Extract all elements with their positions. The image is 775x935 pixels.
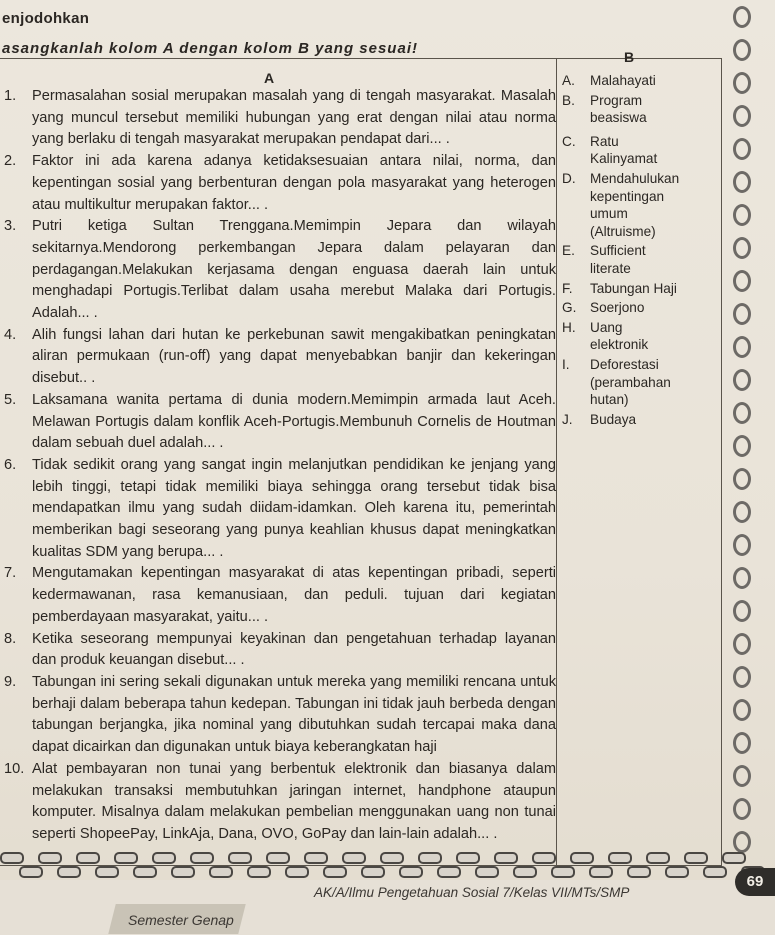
question-number: 4. bbox=[4, 326, 17, 343]
option-text-line: Budaya bbox=[590, 411, 637, 427]
question-item bbox=[4, 390, 556, 455]
coil-link bbox=[38, 852, 62, 864]
answer-option bbox=[562, 299, 722, 317]
binding-ring bbox=[733, 138, 751, 160]
coil-link bbox=[342, 852, 366, 864]
binding-ring bbox=[733, 402, 751, 424]
coil-link bbox=[0, 852, 24, 864]
question-number: 10. bbox=[4, 760, 25, 777]
question-item bbox=[4, 759, 556, 846]
question-item bbox=[4, 325, 556, 390]
binding-ring bbox=[733, 39, 751, 61]
question-text: Ketika seseorang mempunyai keyakinan dan pengetahuan terhadap layanan dan produk keuangan disebut... . bbox=[32, 630, 556, 669]
coil-link bbox=[532, 852, 556, 864]
coil-link bbox=[722, 852, 746, 864]
answer-option bbox=[562, 411, 722, 429]
answer-option-list bbox=[562, 72, 722, 428]
binding-ring bbox=[733, 6, 751, 28]
option-text-line: (perambahan bbox=[590, 374, 671, 390]
binding-ring bbox=[733, 633, 751, 655]
column-divider bbox=[556, 58, 557, 866]
binding-ring bbox=[733, 765, 751, 787]
binding-ring bbox=[733, 666, 751, 688]
coil-link bbox=[475, 866, 499, 878]
answer-option bbox=[562, 72, 722, 90]
coil-link bbox=[323, 866, 347, 878]
option-text-line: Uang bbox=[590, 319, 623, 335]
option-text-line: Tabungan Haji bbox=[590, 280, 677, 296]
option-text bbox=[590, 170, 722, 240]
question-number: 2. bbox=[4, 153, 17, 170]
answer-option bbox=[562, 319, 722, 354]
binding-ring bbox=[733, 204, 751, 226]
option-letter: D. bbox=[562, 170, 576, 186]
answer-option bbox=[562, 92, 722, 127]
option-text bbox=[590, 356, 722, 409]
option-letter: C. bbox=[562, 133, 576, 149]
coil-link bbox=[665, 866, 689, 878]
coil-link bbox=[171, 866, 195, 878]
option-text-line: Mendahulukan bbox=[590, 170, 680, 186]
binding-ring bbox=[733, 72, 751, 94]
binding-ring bbox=[733, 798, 751, 820]
question-text: Tabungan ini sering sekali digunakan untuk mereka yang memiliki rencana untuk berhaji dalam beberapa tahun kedepan. Tabungan ini tidak jauh berbeda dengan tabungan berjangka, jika nominal yang dibutuhkan sudah tercapai maka dana dapat dicairkan dan digunakan untuk biaya keberangkatan haji bbox=[32, 673, 556, 756]
semester-label: Semester Genap bbox=[128, 912, 234, 928]
option-text-line: hutan) bbox=[590, 392, 629, 408]
question-number: 5. bbox=[4, 391, 17, 408]
option-letter: J. bbox=[562, 411, 573, 427]
column-a-header: A bbox=[264, 70, 275, 86]
coil-link bbox=[57, 866, 81, 878]
binding-ring bbox=[733, 369, 751, 391]
question-text: Laksamana wanita pertama di dunia modern.Memimpin armada laut Aceh. Melawan Portugis dalam konflik Aceh-Portugis.Membunuh Cornelis de Houtman dalam sebuah duel adalah... . bbox=[32, 391, 556, 452]
option-letter: A. bbox=[562, 73, 575, 88]
coil-link bbox=[133, 866, 157, 878]
question-text: Mengutamakan kepentingan masyarakat di atas kepentingan pribadi, seperti kedermawanan, rasa kemanusiaan, dan peduli. tujuan dari kegiatan pemberdayaan masyarakat, yaitu... . bbox=[32, 565, 556, 625]
coil-link bbox=[570, 852, 594, 864]
coil-link bbox=[703, 866, 727, 878]
option-text-line: Deforestasi bbox=[590, 356, 659, 372]
binding-ring bbox=[733, 171, 751, 193]
answer-option bbox=[562, 280, 722, 298]
binding-ring bbox=[733, 567, 751, 589]
option-text bbox=[590, 72, 722, 90]
binding-ring bbox=[733, 699, 751, 721]
binding-ring bbox=[733, 732, 751, 754]
binding-ring bbox=[733, 105, 751, 127]
coil-link bbox=[114, 852, 138, 864]
matching-table bbox=[0, 49, 722, 866]
option-text bbox=[590, 133, 722, 168]
option-text-line: Sufficient bbox=[590, 243, 646, 259]
option-text bbox=[590, 319, 722, 354]
option-text bbox=[590, 242, 722, 277]
question-text: Tidak sedikit orang yang sangat ingin melanjutkan pendidikan ke jenjang yang lebih tinggi, tetapi tidak memiliki biaya sehingga orang tersebut tidak bisa mendapatkan ilmu yang sudah diidam-idamkan. Oleh karena itu, pemerintah memberikan bagi seseorang yang punya keahlian khusus dapat meningkatkan kualitas SDM yang berupa... . bbox=[32, 456, 556, 560]
option-text-line: kepentingan bbox=[590, 188, 665, 204]
instruction-text: asangkanlah kolom A dengan kolom B yang sesuai! bbox=[2, 40, 418, 57]
coil-link bbox=[684, 852, 708, 864]
binding-ring bbox=[733, 501, 751, 523]
coil-link bbox=[513, 866, 537, 878]
option-letter: E. bbox=[562, 243, 575, 259]
question-text: Permasalahan sosial merupakan masalah yang di tengah masyarakat. Masalah yang muncul tersebut memiliki hubungan yang erat dengan nilai atau norma yang berlaku di tengah masyarakat merupakan pendapat dari... . bbox=[32, 88, 556, 148]
binding-ring bbox=[733, 270, 751, 292]
coil-link bbox=[285, 866, 309, 878]
option-text-line: elektronik bbox=[590, 337, 649, 353]
coil-link bbox=[627, 866, 651, 878]
option-text-line: Program bbox=[590, 92, 643, 108]
answer-option bbox=[562, 242, 722, 277]
option-text-line: (Altruisme) bbox=[590, 223, 656, 239]
coil-link bbox=[76, 852, 100, 864]
option-text-line: Kalinyamat bbox=[590, 151, 658, 167]
coil-link bbox=[152, 852, 176, 864]
question-item bbox=[4, 629, 556, 672]
table-top-border bbox=[0, 58, 722, 59]
book-reference: AK/A/Ilmu Pengetahuan Sosial 7/Kelas VII/MTs/SMP bbox=[314, 885, 630, 900]
option-letter: F. bbox=[562, 280, 573, 296]
option-text-line: Soerjono bbox=[590, 300, 645, 316]
question-number: 1. bbox=[4, 88, 17, 104]
coil-link bbox=[589, 866, 613, 878]
coil-link bbox=[456, 852, 480, 864]
coil-link bbox=[209, 866, 233, 878]
question-text: Alat pembayaran non tunai yang berbentuk elektronik dan biasanya dalam melakukan transaksi membutuhkan jaringan internet, handphone ataupun komputer. Misalnya dalam melakukan pembelian menggunakan uang non tunai seperti ShopeePay, LinkAja, Dana, OVO, GoPay dan lain-lain adalah... . bbox=[32, 760, 556, 842]
coil-link bbox=[266, 852, 290, 864]
question-item bbox=[4, 151, 556, 216]
binding-ring bbox=[733, 468, 751, 490]
option-text-line: Malahayati bbox=[590, 73, 656, 88]
answer-option bbox=[562, 356, 722, 409]
coil-link bbox=[551, 866, 575, 878]
option-letter: G. bbox=[562, 300, 577, 316]
coil-link bbox=[380, 852, 404, 864]
option-letter: B. bbox=[562, 92, 575, 108]
coil-link bbox=[361, 866, 385, 878]
binding-ring bbox=[733, 237, 751, 259]
option-letter: H. bbox=[562, 319, 576, 335]
question-item bbox=[4, 86, 556, 151]
coil-link bbox=[437, 866, 461, 878]
option-text bbox=[590, 280, 722, 298]
coil-link bbox=[247, 866, 271, 878]
option-text-line: Ratu bbox=[590, 133, 619, 149]
binding-ring bbox=[733, 336, 751, 358]
question-item bbox=[4, 455, 556, 564]
question-number: 9. bbox=[4, 673, 17, 690]
section-title: enjodohkan bbox=[2, 10, 90, 27]
coil-link bbox=[494, 852, 518, 864]
coil-link bbox=[304, 852, 328, 864]
option-text-line: umum bbox=[590, 206, 628, 222]
question-number: 6. bbox=[4, 456, 17, 473]
coil-link bbox=[646, 852, 670, 864]
column-b-header: B bbox=[624, 49, 635, 65]
binding-ring bbox=[733, 303, 751, 325]
answer-option bbox=[562, 170, 722, 240]
question-item bbox=[4, 672, 556, 759]
option-text bbox=[590, 92, 722, 127]
option-text-line: beasiswa bbox=[590, 110, 647, 126]
option-text bbox=[590, 411, 722, 429]
coil-link bbox=[418, 852, 442, 864]
question-list bbox=[4, 86, 556, 846]
binding-ring bbox=[733, 435, 751, 457]
question-text: Putri ketiga Sultan Trenggana.Memimpin Jepara dan wilayah sekitarnya.Mendorong perkembangan Jepara dalam pelayaran dan perdagangan.Melakukan kerjasama dengan enguasa daerah lain untuk menghadapi Portugis.Terlibat dalam usaha merebut Malaka dari Portugis. Adalah... . bbox=[32, 218, 556, 322]
question-number: 8. bbox=[4, 630, 17, 647]
question-number: 7. bbox=[4, 565, 17, 582]
option-text bbox=[590, 299, 722, 317]
binding-spine bbox=[727, 0, 775, 880]
question-item bbox=[4, 216, 556, 325]
coil-link bbox=[228, 852, 252, 864]
question-item bbox=[4, 563, 556, 628]
answer-option bbox=[562, 133, 722, 168]
coil-link bbox=[19, 866, 43, 878]
binding-ring bbox=[733, 534, 751, 556]
option-text-line: literate bbox=[590, 260, 631, 276]
page-number: 69 bbox=[735, 868, 775, 896]
option-letter: I. bbox=[562, 356, 570, 372]
question-text: Faktor ini ada karena adanya ketidaksesuaian antara nilai, norma, dan kepentingan sosial yang berbenturan dengan pola masyarakat yang heterogen atau multikultur merupakan faktor... . bbox=[32, 153, 556, 213]
question-number: 3. bbox=[4, 218, 17, 235]
binding-ring bbox=[733, 600, 751, 622]
coil-link bbox=[399, 866, 423, 878]
coil-link bbox=[95, 866, 119, 878]
coil-link bbox=[190, 852, 214, 864]
question-text: Alih fungsi lahan dari hutan ke perkebunan sawit mengakibatkan peningkatan aliran permukaan (run-off) yang dapat menyebabkan banjir dan kekeringan disebut.. . bbox=[32, 326, 556, 387]
coil-link bbox=[608, 852, 632, 864]
